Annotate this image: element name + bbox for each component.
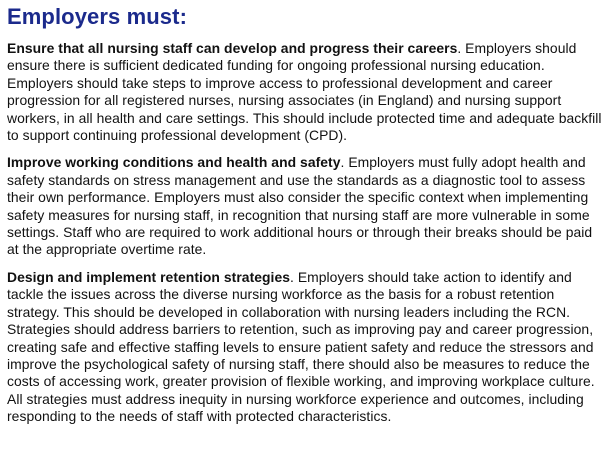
section-body: . Employers must fully adopt health and safety standards on stress management and use the standards as a diagnostic tool to assess their own performance. Employers must also consider the specific context when implementing safety measures for nursing staff, in recognition that nursing staff are more vulnerable in some settings. Staff who are required to work additional hours or through their breaks should be paid at the appropriate overtime rate. [7,154,593,258]
section-lead: Ensure that all nursing staff can develop and progress their careers [7,40,458,56]
section-working-conditions [7,154,607,258]
section-lead: Design and implement retention strategies [7,268,291,285]
document-page [7,0,607,436]
section-career-development [7,40,607,144]
section-lead: Improve working conditions and health and safety [7,154,341,171]
section-body: . Employers should ensure there is sufficient dedicated funding for ongoing professional nursing education. Employers should take steps to improve access to professional development and career progression for all registered nurses, nursing associates (in England) and nursing support workers, in all health and care settings. This should include protected time and adequate backfill to support continuing professional development (CPD). [7,40,602,144]
section-body: . Employers should take action to identify and tackle the issues across the diverse nursing workforce as the basis for a robust retention strategy. This should be developed in collaboration with nursing leaders including the RCN. Strategies should address barriers to retention, such as improving pay and career progression, creating safe and effective staffing levels to ensure patient safety and reduce the stressors and improve the psychological safety of nursing staff, there should also be measures to reduce the costs of accessing work, greater provision of flexible working, and improving workplace culture. All strategies must address inequity in nursing workforce experience and outcomes, including responding to the needs of staff with protected characteristics. [7,268,595,425]
section-retention-strategies [7,269,607,426]
page-heading: Employers must: [7,4,187,29]
